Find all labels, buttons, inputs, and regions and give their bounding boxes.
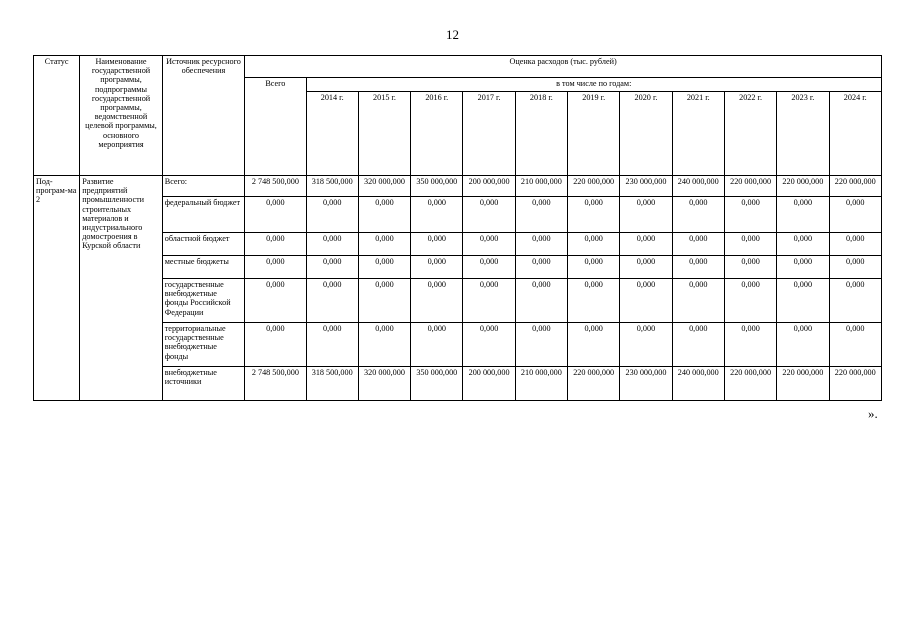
year-value-cell: 0,000 — [829, 197, 881, 233]
year-value-cell: 0,000 — [568, 279, 620, 323]
year-value-cell: 350 000,000 — [411, 367, 463, 401]
year-value-cell: 0,000 — [568, 197, 620, 233]
year-value-cell: 0,000 — [777, 279, 829, 323]
year-value-cell: 0,000 — [515, 256, 567, 279]
year-value-cell: 0,000 — [463, 233, 515, 256]
header-year: 2021 г. — [672, 92, 724, 176]
total-cell: 0,000 — [245, 279, 306, 323]
year-value-cell: 0,000 — [620, 279, 672, 323]
year-value-cell: 220 000,000 — [777, 367, 829, 401]
year-value-cell: 0,000 — [515, 197, 567, 233]
total-cell: 0,000 — [245, 197, 306, 233]
year-value-cell: 230 000,000 — [620, 367, 672, 401]
year-value-cell: 0,000 — [724, 197, 776, 233]
header-source: Источник ресурсного обеспечения — [162, 56, 244, 176]
year-value-cell: 0,000 — [620, 323, 672, 367]
year-value-cell: 240 000,000 — [672, 367, 724, 401]
year-value-cell: 0,000 — [724, 256, 776, 279]
year-value-cell: 0,000 — [515, 279, 567, 323]
year-value-cell: 220 000,000 — [568, 367, 620, 401]
total-cell: 2 748 500,000 — [245, 176, 306, 197]
year-value-cell: 0,000 — [672, 279, 724, 323]
year-value-cell: 0,000 — [672, 323, 724, 367]
year-value-cell: 0,000 — [724, 279, 776, 323]
header-year: 2016 г. — [411, 92, 463, 176]
total-cell: 0,000 — [245, 233, 306, 256]
header-by-years: в том числе по годам: — [306, 78, 881, 92]
year-value-cell: 0,000 — [777, 256, 829, 279]
year-value-cell: 220 000,000 — [724, 176, 776, 197]
budget-table — [33, 55, 882, 401]
year-value-cell: 0,000 — [306, 256, 358, 279]
year-value-cell: 0,000 — [620, 256, 672, 279]
year-value-cell: 0,000 — [568, 233, 620, 256]
program-name-cell: Развитие предприятий промышленности строительных материалов и индустриального домостроения в Курской области — [80, 176, 162, 401]
source-cell: Всего: — [162, 176, 244, 197]
header-total: Всего — [245, 78, 306, 176]
year-value-cell: 0,000 — [411, 233, 463, 256]
year-value-cell: 0,000 — [306, 279, 358, 323]
year-value-cell: 0,000 — [777, 323, 829, 367]
year-value-cell: 0,000 — [777, 233, 829, 256]
year-value-cell: 0,000 — [463, 197, 515, 233]
year-value-cell: 210 000,000 — [515, 367, 567, 401]
year-value-cell: 220 000,000 — [568, 176, 620, 197]
year-value-cell: 240 000,000 — [672, 176, 724, 197]
year-value-cell: 0,000 — [411, 197, 463, 233]
year-value-cell: 0,000 — [306, 233, 358, 256]
closing-quote-mark: ». — [868, 406, 878, 421]
header-year: 2018 г. — [515, 92, 567, 176]
header-name: Наименование государственной программы, подпрограммы государственной программы, ведомственной целевой программы, основного мероприятия — [80, 56, 162, 176]
year-value-cell: 0,000 — [568, 323, 620, 367]
total-cell: 2 748 500,000 — [245, 367, 306, 401]
year-value-cell: 0,000 — [306, 323, 358, 367]
table-row — [34, 176, 882, 197]
year-value-cell: 0,000 — [829, 233, 881, 256]
year-value-cell: 0,000 — [672, 256, 724, 279]
header-estimate: Оценка расходов (тыс. рублей) — [245, 56, 882, 78]
year-value-cell: 0,000 — [358, 233, 410, 256]
year-value-cell: 0,000 — [411, 279, 463, 323]
status-cell: Под-програм-ма 2 — [34, 176, 80, 401]
year-value-cell: 230 000,000 — [620, 176, 672, 197]
year-value-cell: 320 000,000 — [358, 176, 410, 197]
year-value-cell: 0,000 — [620, 233, 672, 256]
year-value-cell: 0,000 — [672, 197, 724, 233]
year-value-cell: 0,000 — [724, 233, 776, 256]
year-value-cell: 0,000 — [358, 197, 410, 233]
source-cell: государственные внебюджетные фонды Российской Федерации — [162, 279, 244, 323]
year-value-cell: 220 000,000 — [829, 176, 881, 197]
year-value-cell: 320 000,000 — [358, 367, 410, 401]
header-year: 2023 г. — [777, 92, 829, 176]
year-value-cell: 220 000,000 — [777, 176, 829, 197]
year-value-cell: 210 000,000 — [515, 176, 567, 197]
year-value-cell: 0,000 — [829, 279, 881, 323]
header-year: 2017 г. — [463, 92, 515, 176]
source-cell: федеральный бюджет — [162, 197, 244, 233]
year-value-cell: 200 000,000 — [463, 176, 515, 197]
year-value-cell: 220 000,000 — [829, 367, 881, 401]
year-value-cell: 0,000 — [515, 323, 567, 367]
year-value-cell: 0,000 — [568, 256, 620, 279]
year-value-cell: 0,000 — [411, 323, 463, 367]
year-value-cell: 0,000 — [672, 233, 724, 256]
header-year: 2024 г. — [829, 92, 881, 176]
year-value-cell: 0,000 — [358, 256, 410, 279]
year-value-cell: 350 000,000 — [411, 176, 463, 197]
page-number: 12 — [446, 27, 459, 42]
year-value-cell: 0,000 — [358, 323, 410, 367]
total-cell: 0,000 — [245, 256, 306, 279]
source-cell: территориальные государственные внебюджетные фонды — [162, 323, 244, 367]
year-value-cell: 0,000 — [777, 197, 829, 233]
year-value-cell: 0,000 — [411, 256, 463, 279]
header-year: 2020 г. — [620, 92, 672, 176]
year-value-cell: 0,000 — [724, 323, 776, 367]
year-value-cell: 0,000 — [358, 279, 410, 323]
year-value-cell: 200 000,000 — [463, 367, 515, 401]
year-value-cell: 0,000 — [829, 256, 881, 279]
total-cell: 0,000 — [245, 323, 306, 367]
year-value-cell: 0,000 — [620, 197, 672, 233]
year-value-cell: 0,000 — [463, 256, 515, 279]
year-value-cell: 0,000 — [463, 323, 515, 367]
header-year: 2015 г. — [358, 92, 410, 176]
year-value-cell: 220 000,000 — [724, 367, 776, 401]
year-value-cell: 0,000 — [515, 233, 567, 256]
year-value-cell: 318 500,000 — [306, 176, 358, 197]
source-cell: областной бюджет — [162, 233, 244, 256]
year-value-cell: 318 500,000 — [306, 367, 358, 401]
year-value-cell: 0,000 — [463, 279, 515, 323]
source-cell: местные бюджеты — [162, 256, 244, 279]
header-year: 2019 г. — [568, 92, 620, 176]
header-year: 2014 г. — [306, 92, 358, 176]
source-cell: внебюджетные источники — [162, 367, 244, 401]
year-value-cell: 0,000 — [829, 323, 881, 367]
year-value-cell: 0,000 — [306, 197, 358, 233]
header-year: 2022 г. — [724, 92, 776, 176]
header-status: Статус — [34, 56, 80, 176]
